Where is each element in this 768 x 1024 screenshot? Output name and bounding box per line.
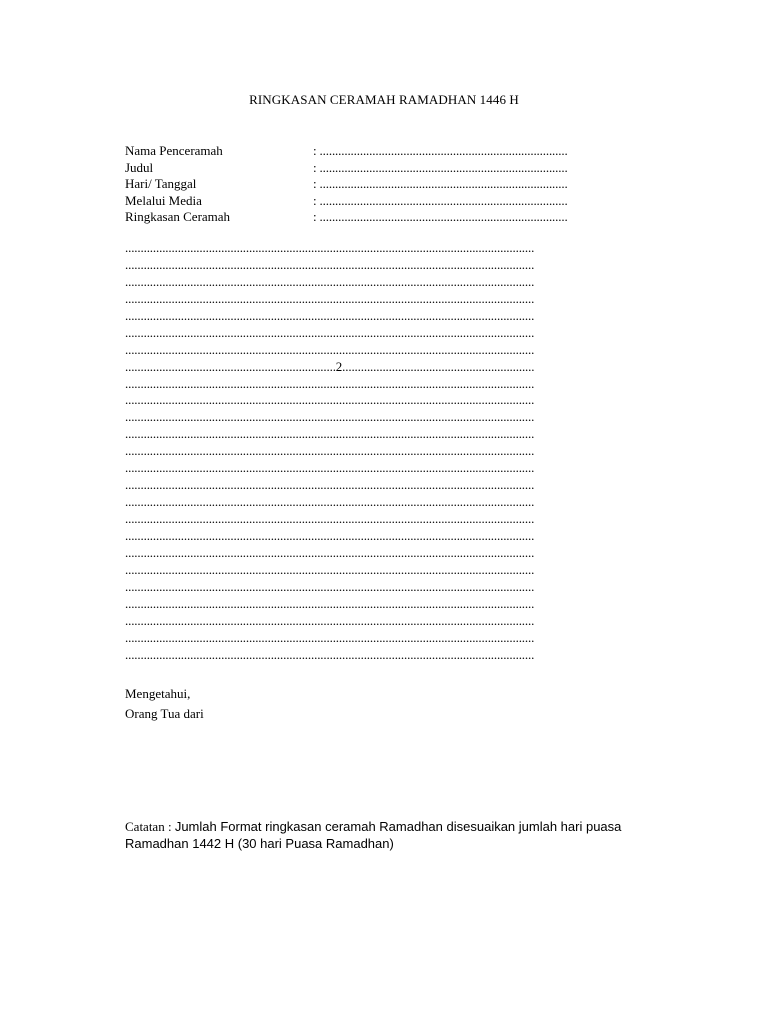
- field-row-ringkasan-ceramah: [125, 209, 645, 226]
- summary-line: ....................................................................................................................................: [125, 578, 535, 594]
- summary-line: ....................................................................................................................................: [125, 477, 535, 493]
- summary-line: ....................................................................................................................................: [125, 375, 535, 391]
- summary-line: ....................................................................................................................................: [125, 341, 535, 357]
- summary-line: ....................................................................................................................................: [125, 511, 535, 526]
- note-block: [125, 818, 685, 852]
- summary-line: ....................................................................................................................................: [125, 460, 535, 476]
- summary-line: ....................................................................................................................................: [125, 240, 535, 255]
- field-row-nama-penceramah: [125, 143, 645, 160]
- summary-line: ....................................................................................................................................: [125, 290, 535, 306]
- summary-line: ....................................................................................................................................: [125, 392, 535, 408]
- field-label: Melalui Media: [125, 192, 202, 208]
- summary-line: ....................................................................................................................................: [125, 527, 535, 543]
- field-row-judul: [125, 160, 645, 177]
- document-title: RINGKASAN CERAMAH RAMADHAN 1446 H: [249, 92, 519, 107]
- field-row-hari-tanggal: [125, 176, 645, 193]
- field-row-melalui-media: [125, 193, 645, 210]
- summary-lines: [125, 240, 645, 663]
- field-label: Nama Penceramah: [125, 143, 223, 158]
- field-value: : ................................................................................: [313, 209, 568, 224]
- header-fields: [125, 143, 645, 226]
- signature-block: [125, 684, 204, 724]
- summary-line: ....................................................................................................................................: [125, 443, 535, 459]
- summary-line: ....................................................................................................................................: [125, 629, 535, 645]
- note-text: Jumlah Format ringkasan ceramah Ramadhan disesuaikan jumlah hari puasa: [174, 819, 622, 834]
- summary-line: ....................................................................................................................................: [125, 256, 535, 272]
- note-line-2: Ramadhan 1442 H (30 hari Puasa Ramadhan): [125, 836, 394, 851]
- field-label: Judul: [125, 159, 154, 175]
- summary-line: ....................................................................................................................................: [125, 544, 535, 560]
- field-label: Ringkasan Ceramah: [125, 209, 231, 224]
- summary-line: ....................................................................................................................................: [125, 273, 535, 289]
- summary-line: ....................................................................................................................................: [125, 409, 535, 425]
- summary-line: ....................................................................................................................................: [125, 426, 535, 442]
- summary-line: ....................................................................................................................................: [125, 324, 535, 340]
- summary-line: ....................................................................................................................................: [125, 646, 535, 662]
- summary-line-page-number: ....................................................................2..............................................................: [125, 358, 535, 374]
- field-label: Hari/ Tanggal: [125, 176, 197, 191]
- field-value: : ................................................................................: [313, 176, 568, 191]
- summary-line: ....................................................................................................................................: [125, 612, 535, 628]
- summary-line: ....................................................................................................................................: [125, 494, 535, 510]
- signature-line-parent: Orang Tua dari: [125, 706, 204, 721]
- summary-line: ....................................................................................................................................: [125, 561, 535, 577]
- note-prefix: Catatan :: [125, 819, 175, 834]
- signature-line-acknowledge: Mengetahui,: [125, 686, 191, 701]
- summary-line: ....................................................................................................................................: [125, 595, 535, 611]
- summary-line: ....................................................................................................................................: [125, 307, 535, 323]
- field-value: : ................................................................................: [313, 192, 568, 208]
- note-line-1: [125, 818, 685, 835]
- field-value: : ................................................................................: [313, 159, 568, 175]
- field-value: : ................................................................................: [313, 143, 568, 158]
